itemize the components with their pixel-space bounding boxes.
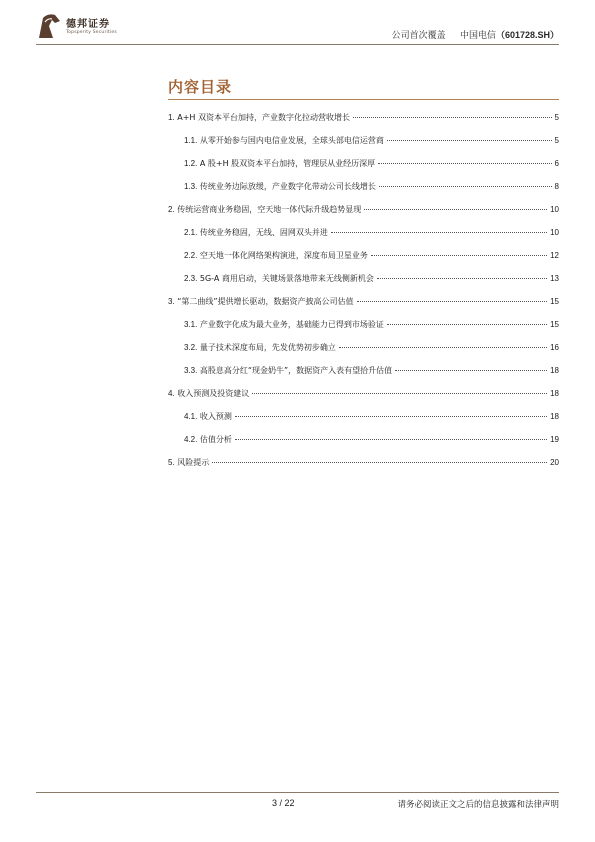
toc-page-number: 8 (554, 182, 559, 191)
toc-entry-text: A 股+H 股双资本平台加持，管理层从业经历深厚 (199, 159, 376, 168)
toc-entry-title (184, 227, 328, 238)
toc-entry[interactable] (184, 342, 559, 356)
toc-entry-number: 3. (168, 297, 175, 306)
report-header (392, 28, 559, 41)
toc-entry-text: 收入预测及投资建议 (177, 389, 250, 398)
toc-entry[interactable] (168, 204, 559, 218)
toc-entry-text: “第二曲线”提供增长驱动，数据资产披高公司估值 (177, 297, 354, 306)
toc-entry-text: 传统业务稳固，无线、固网双头并进 (199, 228, 328, 237)
toc-leader-dots (371, 255, 547, 256)
toc-entry-title (184, 434, 232, 445)
toc-leader-dots (353, 117, 552, 118)
toc-leader-dots (378, 163, 551, 164)
toc-entry[interactable] (184, 411, 559, 425)
toc-page-number: 12 (550, 251, 559, 260)
toc-entry-title (168, 204, 361, 215)
page-number: 3 / 22 (272, 798, 295, 808)
company-logo (36, 12, 166, 46)
toc-entry[interactable] (168, 388, 559, 402)
toc-entry-text: 收入预测 (199, 412, 232, 421)
doc-type: 公司首次覆盖 (391, 31, 446, 41)
toc-entry-number: 3.3. (184, 366, 198, 375)
toc-entry-number: 3.1. (184, 320, 198, 329)
toc-entry[interactable] (184, 227, 559, 241)
footer-divider (36, 792, 559, 793)
toc-entry-text: 从零开始参与国内电信业发展，全球头部电信运营商 (199, 136, 384, 145)
toc-entry-number: 4.2. (184, 435, 198, 444)
toc-leader-dots (331, 232, 547, 233)
toc-entry-number: 2.3. (184, 274, 198, 283)
toc-page-number: 6 (554, 159, 559, 168)
toc-entry-text: 产业数字化成为最大业务，基础能力已得到市场验证 (199, 320, 384, 329)
toc-entry-number: 2.2. (184, 251, 198, 260)
toc-entry-number: 1.2. (184, 159, 198, 168)
toc-entry-title (168, 296, 354, 307)
toc-entry-number: 1.1. (184, 136, 198, 145)
company-name: 中国电信 (459, 31, 496, 41)
toc-entry-text: 高股息高分红“现金奶牛”，数据资产入表有望拾升估值 (199, 366, 393, 375)
toc-entry-text: 传统业务边际放缓，产业数字化带动公司长线增长 (199, 182, 376, 191)
toc-entry-text: 5G-A 商用启动，关键场景落地带来无线侧新机会 (199, 274, 374, 283)
toc-entry-number: 1.3. (184, 182, 198, 191)
toc-entry-title (184, 135, 384, 146)
toc-leader-dots (387, 140, 552, 141)
toc-leader-dots (235, 416, 547, 417)
toc-leader-dots (364, 209, 547, 210)
toc-page-number: 18 (550, 389, 559, 398)
toc-entry[interactable] (184, 250, 559, 264)
logo-text-en: Topsperity Securities (66, 30, 117, 35)
toc-page-number: 19 (550, 435, 559, 444)
logo-text-cn: 德邦证券 (66, 19, 110, 30)
toc-entry[interactable] (184, 365, 559, 379)
toc-entry-text: 估值分析 (199, 435, 232, 444)
toc-page-number: 15 (550, 320, 559, 329)
toc-page-number: 13 (550, 274, 559, 283)
toc-entry-number: 4.1. (184, 412, 198, 421)
toc-entry[interactable] (184, 181, 559, 195)
logo-horse-icon (36, 12, 62, 42)
toc-entry-text: 传统运营商业务稳固，空天地一体代际升级趋势显现 (177, 205, 362, 214)
toc-entry-text: 空天地一体化网络架构演进，深度布局卫星业务 (199, 251, 368, 260)
toc-entry-number: 2. (168, 205, 175, 214)
toc-entry-text: 风险提示 (177, 458, 210, 467)
toc-entry-title (184, 181, 376, 192)
toc-title-divider (168, 99, 559, 100)
toc-page-number: 16 (550, 343, 559, 352)
toc-leader-dots (235, 439, 547, 440)
toc-page-number: 10 (550, 228, 559, 237)
toc-page-number: 15 (550, 297, 559, 306)
toc-entry-title (168, 388, 249, 399)
toc-entry-title (184, 158, 375, 169)
toc-entry[interactable] (184, 273, 559, 287)
toc-entry-title (184, 319, 384, 330)
toc-entry-number: 5. (168, 458, 175, 467)
toc-page-number: 18 (550, 412, 559, 421)
toc-entry[interactable] (168, 457, 559, 471)
toc-entry[interactable] (184, 434, 559, 448)
toc-entry-number: 1. (168, 113, 175, 122)
toc-leader-dots (339, 347, 547, 348)
toc-entry-number: 4. (168, 389, 175, 398)
toc-entry[interactable] (184, 135, 559, 149)
toc-entry[interactable] (168, 112, 559, 126)
toc-leader-dots (357, 301, 548, 302)
toc-entry[interactable] (184, 158, 559, 172)
header-divider (36, 44, 559, 45)
legal-disclaimer: 请务必阅读正文之后的信息披露和法律声明 (397, 800, 559, 810)
toc-entry-title (184, 365, 392, 376)
toc-leader-dots (387, 324, 547, 325)
toc-leader-dots (379, 186, 552, 187)
toc-leader-dots (212, 462, 547, 463)
toc-page-number: 20 (550, 458, 559, 467)
toc-leader-dots (377, 278, 547, 279)
toc-page-number: 5 (554, 136, 559, 145)
toc-page-number: 5 (554, 113, 559, 122)
toc-entry[interactable] (184, 319, 559, 333)
toc-title: 内容目录 (168, 78, 233, 96)
toc-leader-dots (395, 370, 547, 371)
toc-entry-title (184, 273, 374, 284)
toc-entry-text: A+H 双资本平台加持，产业数字化拉动营收增长 (177, 113, 350, 122)
toc-entry-title (168, 457, 209, 468)
toc-page-number: 18 (550, 366, 559, 375)
toc-entry-number: 2.1. (184, 228, 198, 237)
toc-entry-title (168, 112, 350, 123)
toc-entry[interactable] (168, 296, 559, 310)
toc-entry-text: 量子技术深度布局，先发优势初步确立 (199, 343, 336, 352)
toc-entry-title (184, 411, 232, 422)
toc-page-number: 10 (550, 205, 559, 214)
toc-entry-title (184, 342, 336, 353)
toc-entry-title (184, 250, 368, 261)
toc-entry-number: 3.2. (184, 343, 198, 352)
stock-code: （601728.SH） (495, 30, 559, 40)
toc-leader-dots (252, 393, 547, 394)
